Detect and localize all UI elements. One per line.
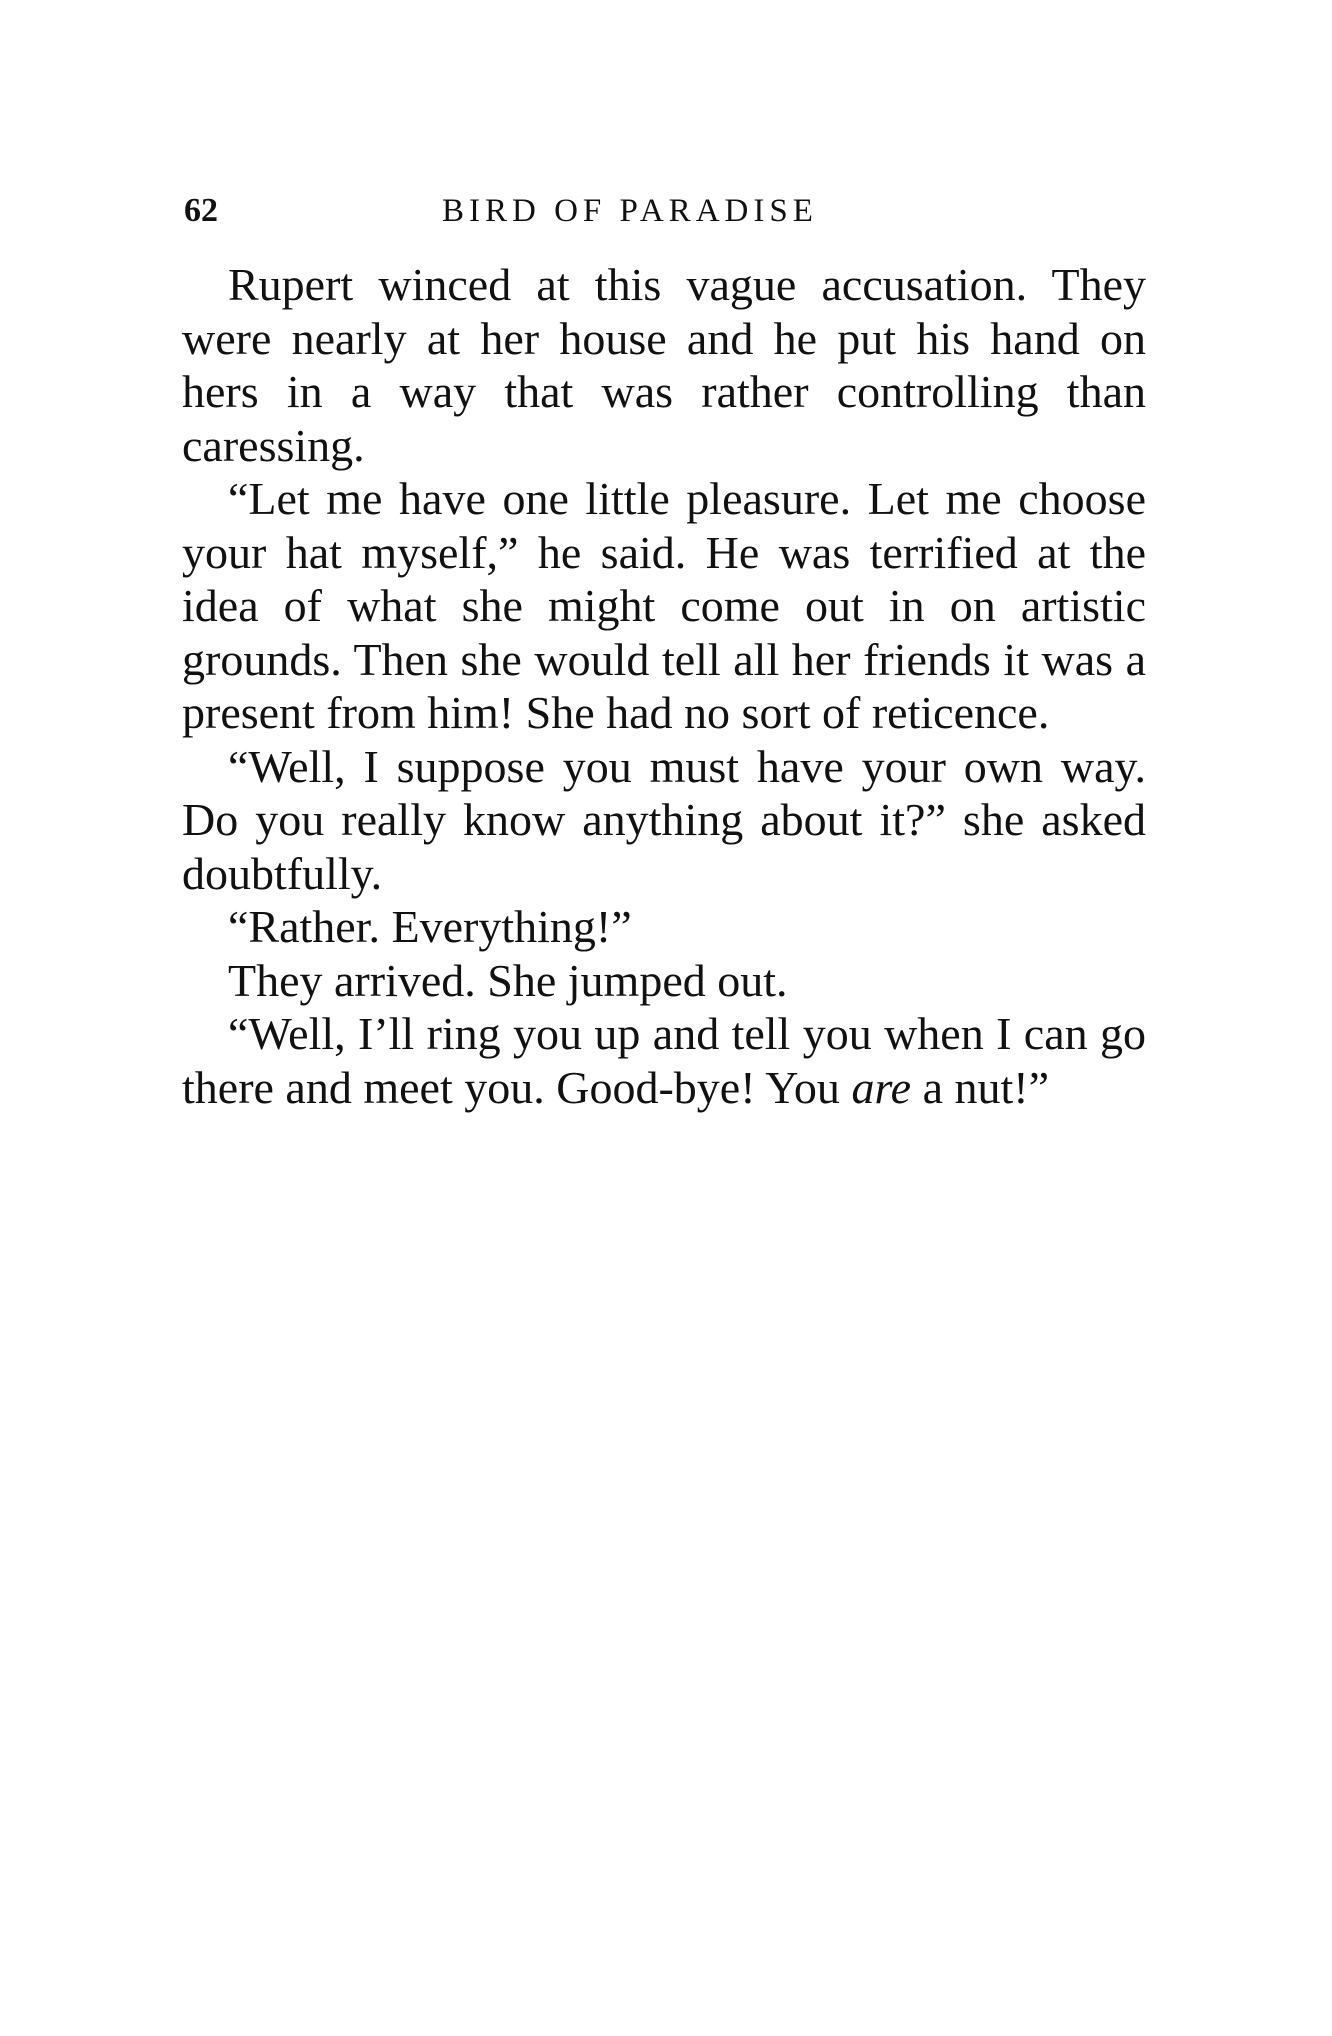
paragraph: Rupert winced at this vague accusation. They were nearly at her house and he put his hand on hers in a way that was rather controlling than caressing. bbox=[182, 259, 1146, 471]
body-text bbox=[182, 258, 1146, 1114]
page-number: 62 bbox=[184, 192, 218, 229]
paragraph-text: a nut!” bbox=[911, 1061, 1049, 1113]
paragraph: “Well, I suppose you must have your own way. Do you really know anything about it?” she asked doubtfully. bbox=[182, 740, 1146, 899]
running-title: BIRD OF PARADISE bbox=[442, 193, 818, 229]
paragraph: They arrived. She jumped out. bbox=[228, 954, 788, 1006]
paragraph: “Let me have one little pleasure. Let me choose your hat myself,” he said. He was terrified at the idea of what she might come out in on artistic grounds. Then she would tell all her friends it was a present from him! She had no sort of reticence. bbox=[182, 473, 1146, 738]
paragraph: “Rather. Everything!” bbox=[228, 901, 632, 952]
running-head bbox=[184, 186, 1144, 236]
paragraph-text: “Well, I’ll ring you up and tell you when I can go there and meet you. Good-bye! You bbox=[182, 1008, 1146, 1113]
paragraph bbox=[182, 1007, 1146, 1114]
emphasized-word: are bbox=[851, 1061, 912, 1113]
